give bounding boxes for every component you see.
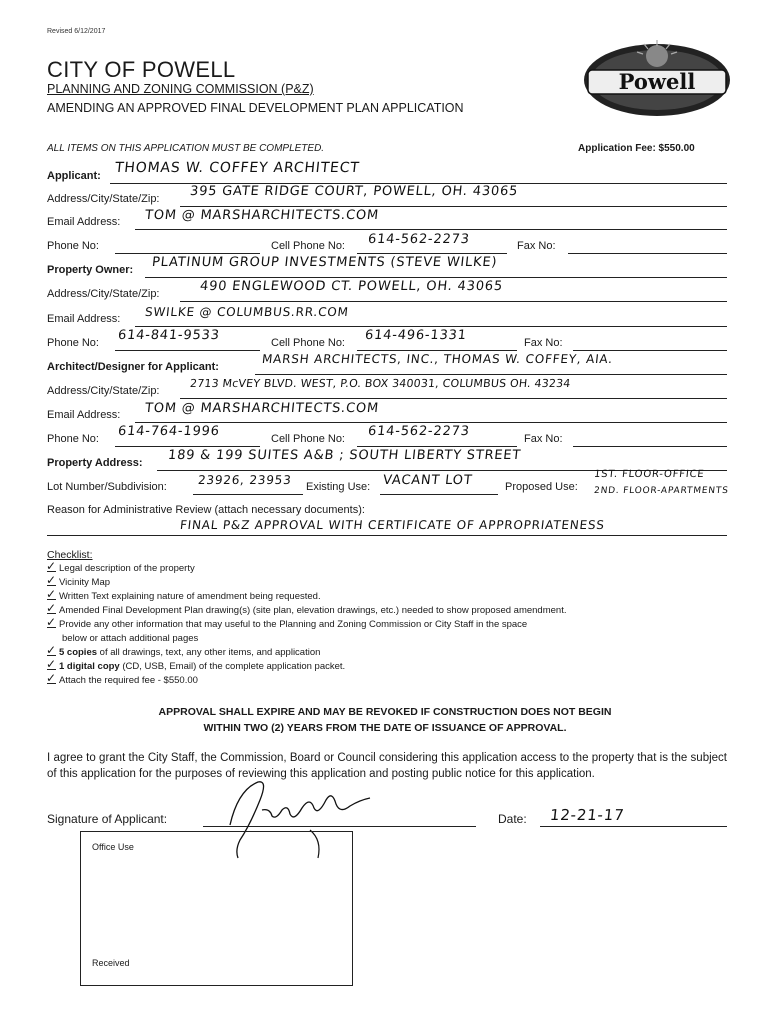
checklist-item[interactable]: ✓ Attach the required fee - $550.00	[46, 671, 198, 686]
proposed-field-2[interactable]: 2ND. FLOOR-APARTMENTS	[593, 486, 730, 496]
owner-cell-label: Cell Phone No:	[271, 337, 345, 349]
owner-label: Property Owner:	[47, 264, 134, 276]
owner-email-label: Email Address:	[47, 313, 121, 325]
owner-address-field[interactable]: 490 ENGLEWOOD CT. POWELL, OH. 43065	[199, 279, 504, 294]
arch-cell-field[interactable]: 614-562-2273	[367, 424, 471, 439]
check-mark-icon: ✓	[46, 657, 57, 671]
powell-logo	[582, 38, 732, 118]
owner-email-field[interactable]: SWILKE @ COLUMBUS.RR.COM	[144, 305, 350, 319]
checklist-item[interactable]: ✓ 1 digital copy (CD, USB, Email) of the complete application packet.	[46, 657, 346, 672]
date-label: Date:	[498, 812, 527, 826]
application-title: AMENDING AN APPROVED FINAL DEVELOPMENT PLAN APPLICATION	[47, 101, 464, 115]
check-mark-icon: ✓	[46, 587, 57, 601]
signature-label: Signature of Applicant:	[47, 812, 168, 826]
existing-field[interactable]: VACANT LOT	[382, 473, 474, 488]
check-mark-icon: ✓	[46, 671, 57, 685]
phone-label: Phone No:	[47, 240, 99, 252]
arch-cell-label: Cell Phone No:	[271, 433, 345, 445]
commission-title: PLANNING AND ZONING COMMISSION (P&Z)	[47, 82, 314, 96]
checklist-item-continuation: below or attach additional pages	[62, 633, 199, 644]
instructions: ALL ITEMS ON THIS APPLICATION MUST BE COMPLETED.	[47, 143, 325, 154]
city-title: CITY OF POWELL	[47, 57, 236, 82]
office-use-label: Office Use	[92, 842, 134, 852]
arch-email-label: Email Address:	[47, 409, 121, 421]
address-label: Address/City/State/Zip:	[47, 193, 160, 205]
logo-text: Powell	[618, 69, 696, 94]
fax-label: Fax No:	[517, 240, 556, 252]
architect-field[interactable]: MARSH ARCHITECTS, INC., THOMAS W. COFFEY, AIA.	[261, 352, 614, 366]
arch-fax-label: Fax No:	[524, 433, 563, 445]
owner-cell-field[interactable]: 614-496-1331	[364, 328, 468, 343]
address-field[interactable]: 395 GATE RIDGE COURT, POWELL, OH. 43065	[189, 184, 519, 199]
owner-phone-field[interactable]: 614-841-9533	[117, 328, 221, 343]
checklist-item[interactable]: ✓ Amended Final Development Plan drawing(s) (site plan, elevation drawings, etc.) needed to show proposed amendment.	[46, 601, 567, 616]
arch-address-label: Address/City/State/Zip:	[47, 385, 160, 397]
checklist-item[interactable]: ✓ Written Text explaining nature of amendment being requested.	[46, 587, 321, 602]
checklist-item[interactable]: ✓ Legal description of the property	[46, 559, 195, 574]
check-mark-icon: ✓	[46, 559, 57, 573]
revised-date: Revised 6/12/2017	[47, 28, 106, 35]
agreement-text: I agree to grant the City Staff, the Commission, Board or Council considering this application access to the property that is the subject of this application for the purposes of reviewing this application and posting public notice for this application.	[47, 752, 727, 780]
office-use-box	[80, 831, 353, 986]
reason-field[interactable]: FINAL P&Z APPROVAL WITH CERTIFICATE OF APPROPRIATENESS	[179, 518, 606, 532]
check-mark-icon: ✓	[46, 615, 57, 629]
proposed-label: Proposed Use:	[505, 481, 578, 493]
lot-label: Lot Number/Subdivision:	[47, 481, 167, 493]
email-field[interactable]: TOM @ MARSHARCHITECTS.COM	[144, 208, 380, 223]
cell-field[interactable]: 614-562-2273	[367, 232, 471, 247]
checklist-item[interactable]: ✓ Provide any other information that may useful to the Planning and Zoning Commission or City Staff in the space	[46, 615, 528, 630]
owner-field[interactable]: PLATINUM GROUP INVESTMENTS (STEVE WILKE)	[151, 255, 499, 270]
owner-address-label: Address/City/State/Zip:	[47, 288, 160, 300]
owner-phone-label: Phone No:	[47, 337, 99, 349]
property-label: Property Address:	[47, 457, 143, 469]
arch-phone-field[interactable]: 614-764-1996	[117, 424, 221, 439]
check-mark-icon: ✓	[46, 643, 57, 657]
architect-label: Architect/Designer for Applicant:	[47, 361, 219, 373]
approval-notice-line1: APPROVAL SHALL EXPIRE AND MAY BE REVOKED IF CONSTRUCTION DOES NOT BEGIN	[158, 706, 612, 718]
received-label: Received	[92, 958, 130, 968]
owner-fax-label: Fax No:	[524, 337, 563, 349]
lot-field[interactable]: 23926, 23953	[197, 473, 293, 487]
cell-label: Cell Phone No:	[271, 240, 345, 252]
arch-email-field[interactable]: TOM @ MARSHARCHITECTS.COM	[144, 401, 380, 416]
applicant-label: Applicant:	[47, 170, 101, 182]
existing-label: Existing Use:	[306, 481, 371, 493]
date-field[interactable]: 12-21-17	[549, 806, 626, 824]
check-mark-icon: ✓	[46, 601, 57, 615]
reason-label: Reason for Administrative Review (attach necessary documents):	[47, 504, 365, 516]
checklist-item[interactable]: ✓ 5 copies of all drawings, text, any other items, and application	[46, 643, 321, 658]
checklist-title: Checklist:	[47, 549, 93, 561]
application-fee: Application Fee: $550.00	[578, 143, 695, 154]
checklist-item[interactable]: ✓ Vicinity Map	[46, 573, 111, 588]
check-mark-icon: ✓	[46, 573, 57, 587]
arch-phone-label: Phone No:	[47, 433, 99, 445]
applicant-field[interactable]: THOMAS W. COFFEY ARCHITECT	[114, 160, 361, 176]
property-field[interactable]: 189 & 199 SUITES A&B ; SOUTH LIBERTY STREET	[167, 448, 522, 463]
proposed-field-1[interactable]: 1ST. FLOOR-OFFICE	[593, 469, 705, 480]
arch-address-field[interactable]: 2713 McVEY BLVD. WEST, P.O. BOX 340031, COLUMBUS OH. 43234	[189, 377, 572, 390]
approval-notice-line2: WITHIN TWO (2) YEARS FROM THE DATE OF ISSUANCE OF APPROVAL.	[203, 722, 567, 734]
email-label: Email Address:	[47, 216, 121, 228]
